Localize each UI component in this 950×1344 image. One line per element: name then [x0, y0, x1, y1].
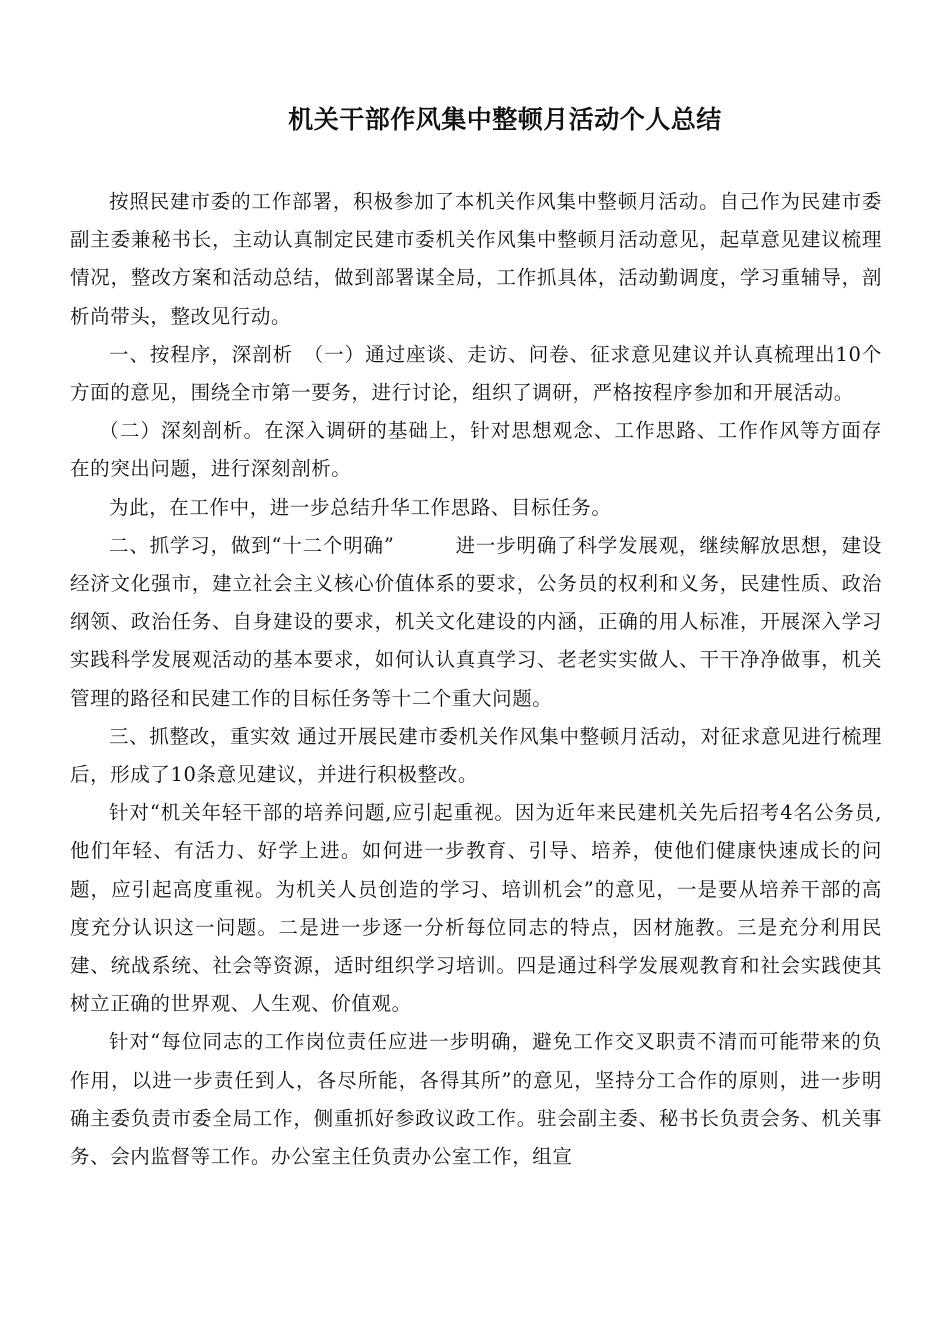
document-body: [70, 183, 882, 1176]
paragraph-intro: 按照民建市委的工作部署，积极参加了本机关作风集中整顿月活动。自己作为民建市委副主委兼秘书长，主动认真制定民建市委机关作风集中整顿月活动意见，起草意见建议梳理情况，整改方案和活动总结，做到部署谋全局，工作抓具体，活动勤调度，学习重辅导，剖析尚带头，整改见行动。: [70, 190, 882, 328]
paragraph-section-3: 三、抓整改，重实效 通过开展民建市委机关作风集中整顿月活动，对征求意见进行梳理后，形成了10条意见建议，并进行积极整改。: [70, 724, 882, 787]
paragraph-section-1-2: （二）深刻剖析。在深入调研的基础上，针对思想观念、工作思路、工作作风等方面存在的突出问题，进行深刻剖析。: [70, 419, 882, 481]
paragraph-job-responsibility: 针对“每位同志的工作岗位责任应进一步明确，避免工作交叉职责不清而可能带来的负作用，以进一步责任到人，各尽所能，各得其所”的意见，坚持分工合作的原则，进一步明确主委负责市委全局工作，侧重抓好参政议政工作。驻会副主委、秘书长负责会务、机关事务、会内监督等工作。办公室主任负责办公室工作，组宣: [70, 1030, 882, 1169]
paragraph-section-1-summary: 为此，在工作中，进一步总结升华工作思路、目标任务。: [109, 495, 612, 519]
paragraph-young-cadres: 针对“机关年轻干部的培养问题,应引起重视。因为近年来民建机关先后招考4名公务员,他们年轻、有活力、好学上进。如何进一步教育、引导、培养，使他们健康快速成长的问题，应引起高度重视。为机关人员创造的学习、培训机会”的意见，一是要从培养干部的高度充分认识这一问题。二是进一步逐一分析每位同志的特点，因材施教。三是充分利用民建、统战系统、社会等资源，适时组织学习培训。四是通过科学发展观教育和社会实践使其树立正确的世界观、人生观、价值观。: [70, 801, 882, 1016]
document-title: 机关干部作风集中整顿月活动个人总结: [288, 105, 722, 134]
paragraph-section-2: 二、抓学习，做到“十二个明确” 进一步明确了科学发展观，继续解放思想，建设经济文化强市，建立社会主义核心价值体系的要求，公务员的权利和义务，民建性质、政治纲领、政治任务、自身建设的要求，机关文化建设的内涵，正确的用人标准，开展深入学习实践科学发展观活动的基本要求，如何认认真真学习、老老实实做人、干干净净做事，机关管理的路径和民建工作的目标任务等十二个重大问题。: [70, 533, 882, 710]
paragraph-section-1: 一、按程序，深剖析 （一）通过座谈、走访、问卷、征求意见建议并认真梳理出10个方面的意见，围绕全市第一要务，进行讨论，组织了调研，严格按程序参加和开展活动。: [70, 342, 882, 405]
